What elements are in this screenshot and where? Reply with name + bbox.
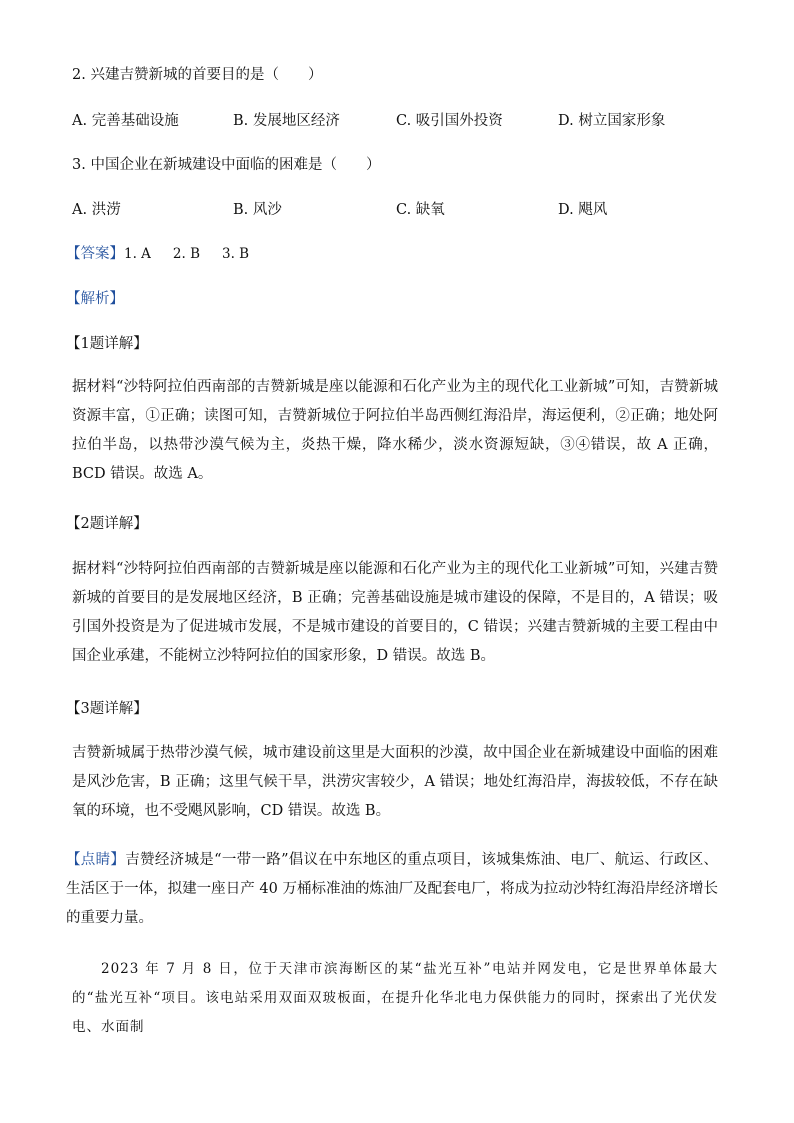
question-3-option-d: D. 飓风 [558,202,608,218]
detail-1-text: 据材料“沙特阿拉伯西南部的吉赞新城是座以能源和石化产业为主的现代化工业新城”可知，吉赞新城资源丰富，①正确；读图可知，吉赞新城位于阿拉伯半岛西侧红海沿岸，海运便利，②正确；地处阿拉伯半岛，以热带沙漠气候为主，炎热干燥，降水稀少，淡水资源短缺，③④错误，故 A 正确，BCD 错误。故选 A。 [72,379,718,482]
detail-1-label: 【1题详解】 [66,336,148,352]
question-3-option-a: A. 洪涝 [72,202,121,218]
detail-2-label: 【2题详解】 [66,516,148,532]
question-2-option-d: D. 树立国家形象 [558,113,666,129]
question-3-option-c: C. 缺氧 [396,202,445,218]
question-2-option-c: C. 吸引国外投资 [396,113,503,129]
question-2-stem: 2. 兴建吉赞新城的首要目的是（ ） [72,67,323,83]
comment-paragraph [66,846,718,933]
comment-label: 【点睛】 [66,852,126,868]
answer-item-2: 2. B [172,246,201,262]
question-2-option-a: A. 完善基础设施 [72,113,179,129]
question-2-option-b: B. 发展地区经济 [233,113,340,129]
detail-3-text: 吉赞新城属于热带沙漠气候，城市建设前这里是大面积的沙漠，故中国企业在新城建设中面临的困难是风沙危害，B 正确；这里气候干旱，洪涝灾害较少，A 错误；地处红海沿岸，海拔较低，不存在缺氧的环境，也不受飓风影响，CD 错误。故选 B。 [72,745,718,819]
analysis-label: 【解析】 [66,291,124,307]
answer-item-1: 1. A [124,246,151,262]
answer-label: 【答案】 [66,246,124,262]
question-3-option-b: B. 风沙 [233,202,282,218]
question-3-stem: 3. 中国企业在新城建设中面临的困难是（ ） [72,157,381,173]
comment-text: 吉赞经济城是“一带一路”倡议在中东地区的重点项目，该城集炼油、电厂、航运、行政区、生活区于一体，拟建一座日产 40 万桶标准油的炼油厂及配套电厂，将成为拉动沙特红海沿岸经济增长的重要力量。 [66,852,719,926]
detail-3-label: 【3题详解】 [66,701,148,717]
next-material-text: 2023 年 7 月 8 日，位于天津市滨海断区的某“盐光互补”电站并网发电，它是世界单体最大的“盐光互补“项目。该电站采用双面双玻板面，在提升化华北电力保供能力的同时，探索出了光伏发电、水面制 [72,961,718,1035]
answer-item-3: 3. B [222,246,250,262]
answer-line [66,247,249,262]
detail-2-text: 据材料“沙特阿拉伯西南部的吉赞新城是座以能源和石化产业为主的现代化工业新城”可知，兴建吉赞新城的首要目的是发展地区经济，B 正确；完善基础设施是城市建设的保障，不是目的，A 错误；吸引国外投资是为了促进城市发展，不是城市建设的首要目的，C 错误；兴建吉赞新城的主要工程由中国企业承建，不能树立沙特阿拉伯的国家形象，D 错误。故选 B。 [72,561,718,664]
